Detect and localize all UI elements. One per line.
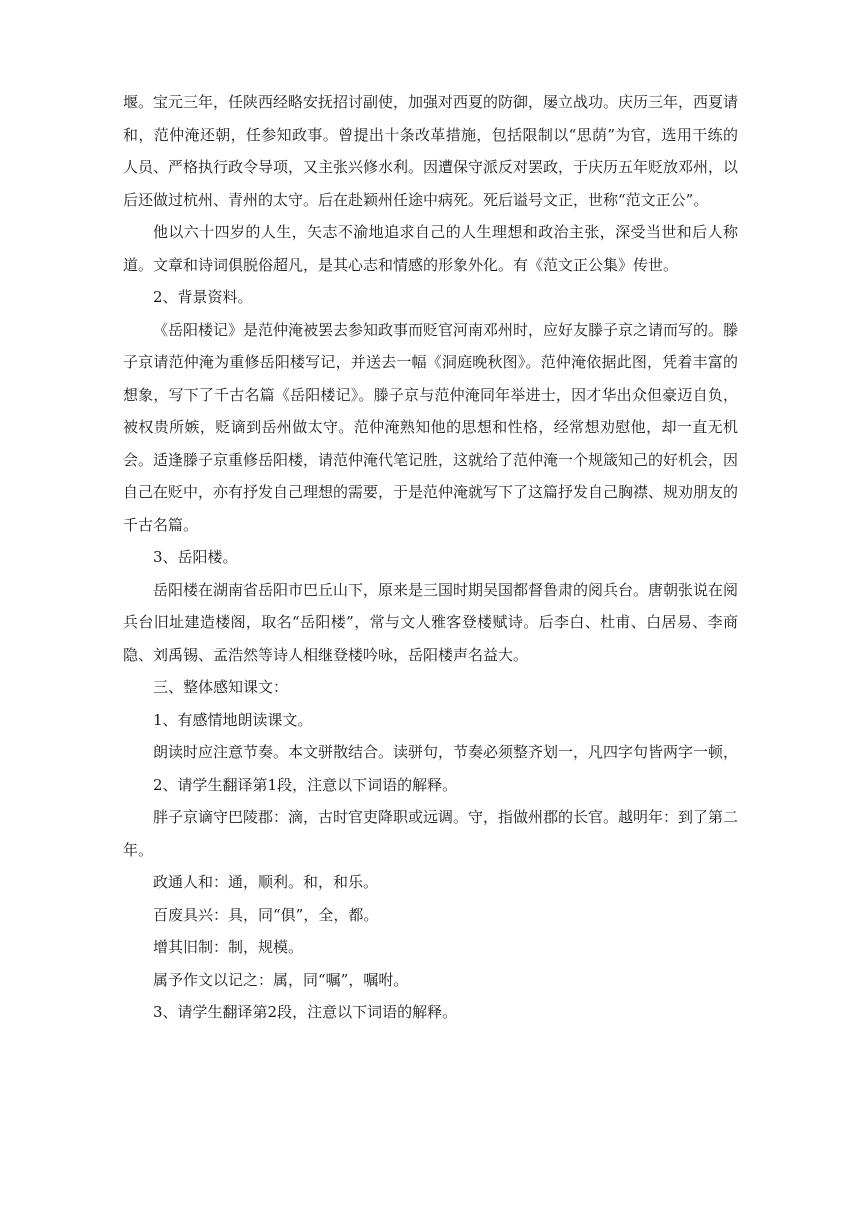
- list-item-read-aloud: 1、有感情地朗读课文。: [153, 710, 313, 729]
- vocab-entry-jiu-zhi: 增其旧制：制，规模。: [153, 938, 304, 956]
- paragraph-background: 《岳阳楼记》是范仲淹被罢去参知政事而贬官河南邓州时，应好友滕子京之请而写的。滕子京请范仲淹为重修岳阳楼写记，并送去一幅《洞庭晚秋图》。范仲淹依据此图，凭着丰富的想象，写下了千古名篇《岳阳楼记》。滕子京与范仲淹同年举进士，因才华出众但豪迈自负，被权贵所嫉，贬谪到岳州做太守。范仲淹熟知他的思想和性格，经常想劝慰他，却一直无机会。适逢滕子京重修岳阳楼，请范仲淹代笔记胜，这就给了范仲淹一个规箴知己的好机会，因自己在贬中，亦有抒发自己理想的需要，于是范仲淹就写下了这篇抒发自己胸襟、规劝朋友的千古名篇。: [123, 320, 739, 534]
- list-item-translate-paragraph-1: 2、请学生翻译第1段，注意以下词语的解释。: [153, 775, 458, 794]
- list-item-translate-paragraph-2: 3、请学生翻译第2段，注意以下词语的解释。: [153, 1003, 458, 1021]
- paragraph-yueyang-tower: 岳阳楼在湖南省岳阳市巴丘山下，原来是三国时期吴国都督鲁肃的阅兵台。唐朝张说在阅兵台旧址建造楼阁，取名“岳阳楼”，常与文人雅客登楼赋诗。后李白、杜甫、白居易、李商隐、刘禹锡、孟浩然等诗人相继登楼吟咏，岳阳楼声名益大。: [123, 580, 739, 664]
- heading-yueyang-tower: 3、岳阳楼。: [153, 548, 238, 566]
- vocab-entry-zheng-tong: 政通人和：通，顺利。和，和乐。: [153, 873, 379, 891]
- paragraph-reading-rhythm: 朗读时应注意节奏。本文骈散结合。读骈句，节奏必须整齐划一，凡四字句皆两字一顿，: [153, 743, 739, 761]
- vocab-entry-zhu-yu: 属予作文以记之：属，同“嘱”，嘱咐。: [153, 970, 409, 989]
- heading-section-three: 三、整体感知课文：: [153, 678, 289, 696]
- vocab-entry-bai-fei: 百废具兴：具，同“俱”，全，都。: [153, 905, 379, 924]
- paragraph-life-summary: 他以六十四岁的人生，矢志不渝地追求自己的人生理想和政治主张，深受当世和后人称道。文章和诗词俱脱俗超凡，是其心志和情感的形象外化。有《范文正公集》传世。: [123, 223, 738, 274]
- heading-background: 2、背景资料。: [153, 288, 253, 306]
- vocab-entry-zhe-shou: 胖子京谪守巴陵郡：滴，古时官吏降职或远调。守，指做州郡的长官。越明年：到了第二年。: [123, 808, 739, 859]
- paragraph-biography-end: 堰。宝元三年，任陕西经略安抚招讨副使，加强对西夏的防御，屡立战功。庆历三年，西夏请和，范仲淹还朝，任参知政事。曾提出十条改革措施，包括限制以“思荫”为官，选用干练的人员、严格执行政令导项，又主张兴修水利。因遭保守派反对罢政，于庆历五年贬放邓州，以后还做过杭州、青州的太守。后在赴颖州任途中病死。死后谥号文正，世称“范文正公”。: [123, 93, 739, 209]
